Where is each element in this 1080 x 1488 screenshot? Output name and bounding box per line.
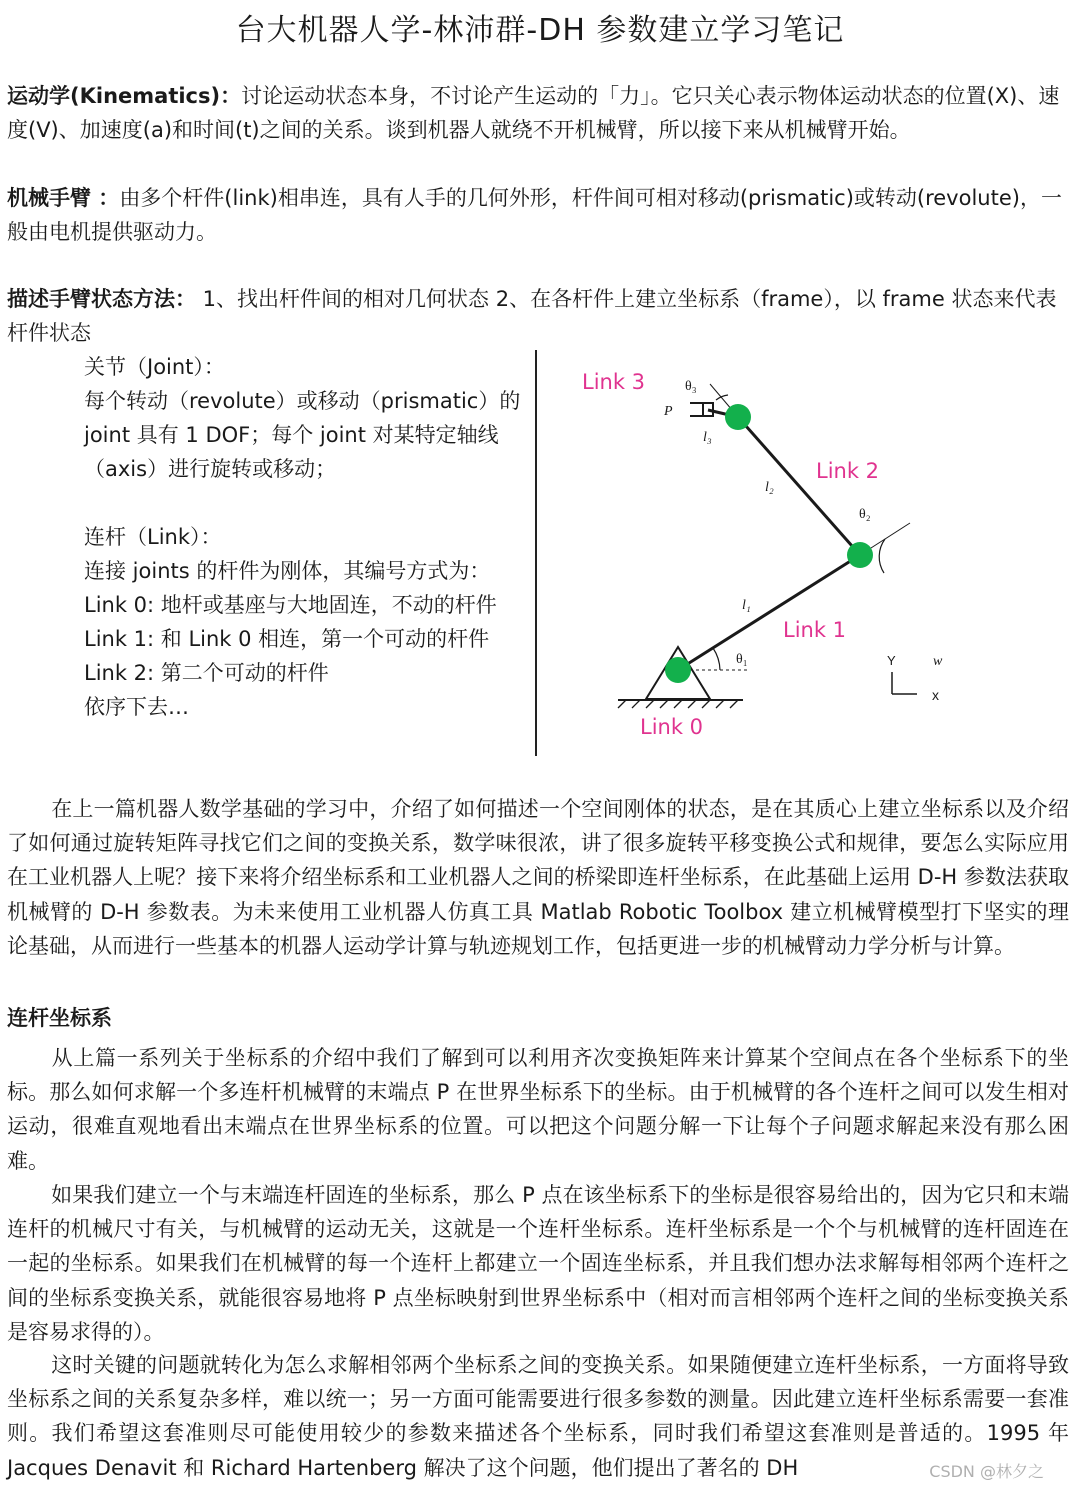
link1-bar — [678, 555, 860, 670]
paragraph-1-text: 在上一篇机器人数学基础的学习中，介绍了如何描述一个空间刚体的状态，是在其质心上建立坐标系以及介绍了如何通过旋转矩阵寻找它们之间的变换关系，数学味很浓，讲了很多旋转平移变换公式和规律，要怎么实际应用在工业机器人上呢？接下来将介绍坐标系和工业机器人之间的桥梁即连杆坐标系，在此基础上运用 D-H 参数法获取机械臂的 D-H 参数表。为未来使用工业机器人仿真工具 Matlab Robotic Toolbox 建立机械臂模型打下坚实的理论基础，从而进行一些基本的机器人运动学计算与轨迹规划工作，包括更进一步的机械臂动力学分析与计算。 — [7, 797, 1069, 958]
link0-label: Link 0 — [640, 715, 704, 739]
joint-heading: 关节（Joint）： — [84, 355, 225, 379]
link2-bar — [738, 417, 860, 555]
axis-y-label: Y — [887, 653, 896, 668]
arm-label: 机械手臂 ： — [7, 186, 120, 210]
describe-paragraph — [7, 283, 1069, 350]
joint-circle — [847, 542, 873, 568]
joint-block — [84, 350, 529, 486]
link1-label: Link 1 — [783, 618, 847, 642]
kinematics-text: 讨论运动状态本身，不讨论产生运动的「力」。它只关心表示物体运动状态的位置(X)、速度(V)、加速度(a)和时间(t)之间的关系。谈到机器人就绕不开机械臂，所以接下来从机械臂开始。 — [7, 84, 1060, 142]
paragraph-1 — [7, 792, 1069, 963]
paragraph-4 — [7, 1348, 1069, 1485]
link-line: Link 0: 地杆或基座与大地固连，不动的杆件 — [84, 593, 497, 617]
describe-label: 描述手臂状态方法： — [7, 287, 196, 311]
link-line: 依序下去… — [84, 695, 189, 719]
watermark: CSDN @林夕之 — [929, 1462, 1044, 1481]
arm-text: 由多个杆件(link)相串连，具有人手的几何外形，杆件间可相对移动(prismatic)或转动(revolute)，一般由电机提供驱动力。 — [7, 186, 1062, 244]
link3-label: Link 3 — [582, 370, 646, 394]
link-line: Link 1: 和 Link 0 相连，第一个可动的杆件 — [84, 627, 490, 651]
column-divider — [535, 350, 537, 756]
l2-label: l₂ — [765, 480, 774, 495]
paragraph-2-text: 从上篇一系列关于坐标系的介绍中我们了解到可以利用齐次变换矩阵来计算某个空间点在各个坐标系下的坐标。那么如何求解一个多连杆机械臂的末端点 P 在世界坐标系下的坐标。由于机械臂的各个连杆之间可以发生相对运动，很难直观地看出末端点在世界坐标系的位置。可以把这个问题分解一下让每个子问题求解起来没有那么困难。 — [7, 1046, 1069, 1173]
theta1-label: θ₁ — [736, 652, 748, 667]
point-p-label: P — [664, 404, 673, 419]
axis-w-label: w — [933, 654, 943, 669]
paragraph-3 — [7, 1178, 1069, 1349]
paragraph-2 — [7, 1041, 1069, 1178]
kinematics-paragraph — [7, 80, 1069, 147]
l3-label: l₃ — [703, 430, 712, 445]
joint-circle — [725, 404, 751, 430]
describe-text: 1、找出杆件间的相对几何状态 2、在各杆件上建立坐标系（frame），以 frame 状态来代表杆件状态 — [7, 287, 1057, 345]
arm-paragraph — [7, 182, 1069, 249]
page-title: 台大机器人学-林沛群-DH 参数建立学习笔记 — [235, 13, 845, 48]
link-line: 连接 joints 的杆件为刚体，其编号方式为： — [84, 559, 491, 583]
paragraph-4-text: 这时关键的问题就转化为怎么求解相邻两个坐标系之间的变换关系。如果随便建立连杆坐标系，一方面将导致坐标系之间的关系复杂多样，难以统一；另一方面可能需要进行很多参数的测量。因此建立连杆坐标系需要一套准则。我们希望这套准则尽可能使用较少的参数来描述各个坐标系，同时我们希望这套准则是普适的。1995 年 Jacques Denavit 和 Richard Hartenberg 解决了这个问题，他们提出了著名的 DH — [7, 1353, 1069, 1480]
theta3-label: θ₃ — [685, 379, 697, 394]
section-title: 连杆坐标系 — [7, 1006, 112, 1030]
link-block — [84, 520, 529, 724]
link-heading: 连杆（Link）： — [84, 525, 222, 549]
joint-text: 每个转动（revolute）或移动（prismatic）的 joint 具有 1 DOF；每个 joint 对某特定轴线（axis）进行旋转或移动； — [84, 389, 521, 481]
robot-arm-figure — [560, 355, 980, 755]
kinematics-label: 运动学(Kinematics)： — [7, 84, 242, 108]
ground-hatch — [618, 700, 738, 708]
theta1-arc — [713, 648, 720, 670]
link-line: Link 2: 第二个可动的杆件 — [84, 661, 329, 685]
theta2-label: θ₂ — [859, 507, 871, 522]
link2-label: Link 2 — [816, 459, 880, 483]
axis-x-label: x — [932, 687, 939, 703]
l1-label: l₁ — [742, 598, 751, 613]
joint-circle — [665, 657, 691, 683]
theta2-arc — [879, 539, 885, 573]
paragraph-3-text: 如果我们建立一个与末端连杆固连的坐标系，那么 P 点在该坐标系下的坐标是很容易给出的，因为它只和末端连杆的机械尺寸有关，与机械臂的运动无关，这就是一个连杆坐标系。连杆坐标系是一个个与机械臂的连杆固连在一起的坐标系。如果我们在机械臂的每一个连杆上都建立一个固连坐标系，并且我们想办法求解每相邻两个连杆之间的坐标系变换关系，就能很容易地将 P 点坐标映射到世界坐标系中（相对而言相邻两个连杆之间的坐标变换关系是容易求得的）。 — [7, 1183, 1069, 1344]
